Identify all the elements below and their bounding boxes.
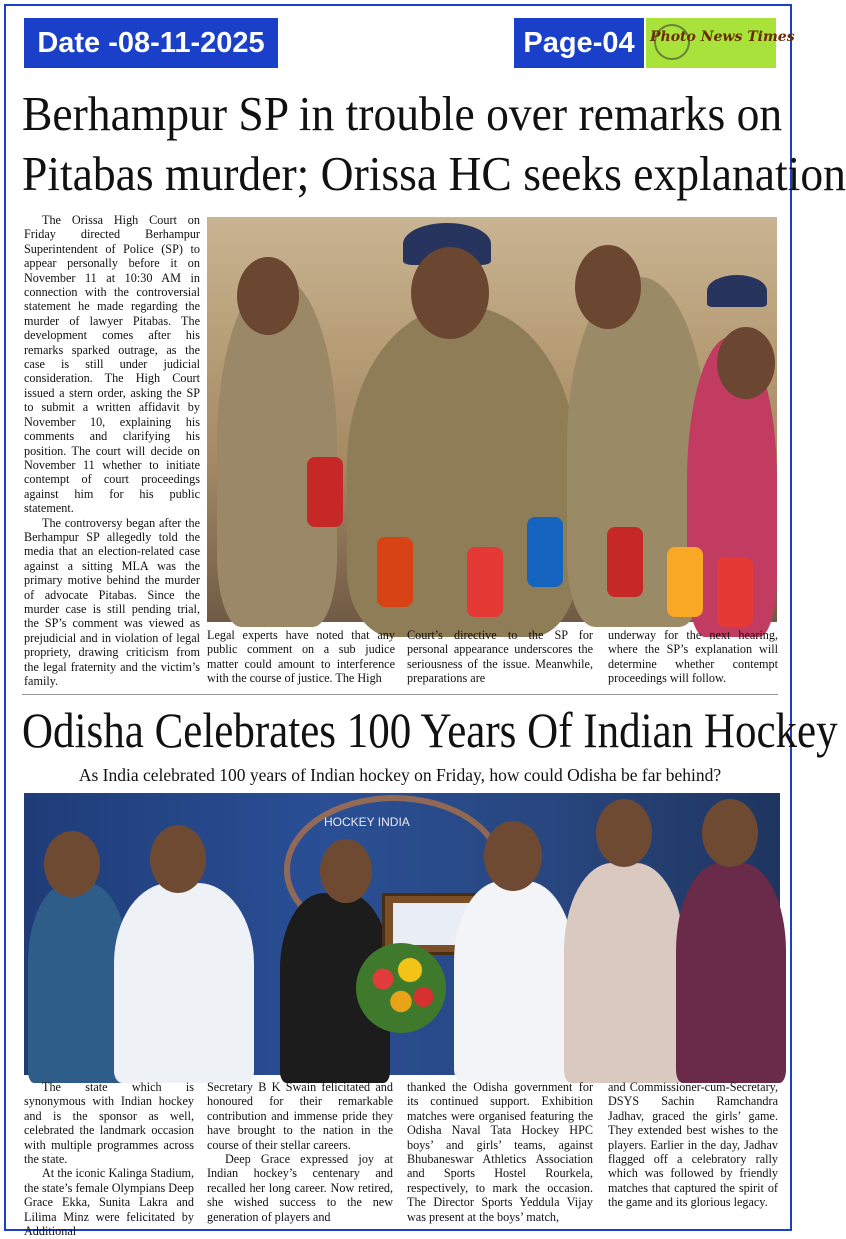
page-number-label: Page-04 — [514, 18, 644, 68]
story1-headline-line2: Pitabas murder; Orissa HC seeks explanation — [22, 146, 846, 201]
story1-bottom-col2 — [407, 628, 593, 686]
story1-paragraph: underway for the next hearing, where the SP’s explanation will determine whether contempt proceedings will follow. — [608, 628, 778, 686]
story1-headline — [22, 84, 846, 204]
story1-paragraph: The Orissa High Court on Friday directed Berhampur Superintendent of Police (SP) to appear personally before it on November 11 at 10:30 AM in connection with the controversial statement he made regarding the murder of lawyer Pitabas. The development comes after his remarks sparked outrage, as the case is still under judicial consideration. The High Court issued a stern order, asking the SP to submit a written affidavit by November 10, explaining his comments and clarifying his position. The court will decide on November 11 whether to initiate contempt of court proceedings against him for his public statement. — [24, 213, 200, 516]
section-divider — [22, 694, 778, 695]
logo-text: Photo News Times — [650, 29, 795, 45]
story2-headline: Odisha Celebrates 100 Years Of Indian Hockey — [22, 702, 838, 758]
story1-paragraph: The controversy began after the Berhampur SP allegedly told the media that an election-related case against a sitting MLA was the primary motive behind the murder of advocate Pitabas. Since the murder case is still pending trial, the SP’s comment was viewed as prejudicial and in violation of legal propriety, drawing criticism from the legal fraternity and the victim’s family. — [24, 515, 200, 688]
story1-left-column — [24, 213, 200, 688]
story2-col4 — [608, 1080, 778, 1210]
hockey-felicitation-photo — [24, 793, 780, 1075]
story1-bottom-col3 — [608, 628, 778, 686]
story2-paragraph: and Commissioner-cum-Secretary, DSYS Sachin Ramchandra Jadhav, graced the girls’ game. They extended best wishes to the players. Earlier in the day, Jadhav flagged off a celebratory rally which was followed by friendly matches that captured the spirit of the game and its glorious legacy. — [608, 1080, 778, 1210]
press-conference-photo — [207, 217, 777, 622]
publication-logo — [646, 18, 795, 68]
story2-col1 — [24, 1080, 194, 1238]
story2-col2 — [207, 1080, 393, 1224]
story1-paragraph: Court’s directive to the SP for personal appearance underscores the seriousness of the issue. Meanwhile, preparations are — [407, 628, 593, 686]
story2-paragraph: Deep Grace expressed joy at Indian hockey’s centenary and recalled her long career. Now retired, she wished success to the new generation of players and — [207, 1152, 393, 1224]
story2-col3 — [407, 1080, 593, 1224]
story2-paragraph: thanked the Odisha government for its continued support. Exhibition matches were organised featuring the Odisha Naval Tata Hockey HPC boys’ and girls’ teams, against Bhubaneswar Athletics Association and Sports Hostel Rourkela, respectively, to mark the occasion. The Director Sports Yeddula Vijay was present at the boys’ match, — [407, 1080, 593, 1224]
story2-subheading: As India celebrated 100 years of Indian hockey on Friday, how could Odisha be far behind? — [78, 765, 722, 785]
story1-headline-line1: Berhampur SP in trouble over remarks on — [22, 86, 783, 141]
story2-paragraph: At the iconic Kalinga Stadium, the state’s female Olympians Deep Grace Ekka, Sunita Lakra and Lilima Minz were felicitated by Additional — [24, 1166, 194, 1239]
hockey-banner-text: HOCKEY INDIA — [324, 815, 410, 829]
flower-bouquet — [356, 943, 446, 1033]
story2-paragraph: The state which is synonymous with Indian hockey and is the sponsor as well, celebrated the landmark occasion with multiple programmes across the state. — [24, 1080, 194, 1167]
date-label: Date -08-11-2025 — [24, 18, 278, 68]
story2-paragraph: Secretary B K Swain felicitated and honoured for their remarkable contribution and immense pride they have brought to the nation in the course of their stellar careers. — [207, 1080, 393, 1152]
story1-bottom-col1 — [207, 628, 395, 686]
story1-paragraph: Legal experts have noted that any public comment on a sub judice matter could amount to interference with the course of justice. The High — [207, 628, 395, 686]
